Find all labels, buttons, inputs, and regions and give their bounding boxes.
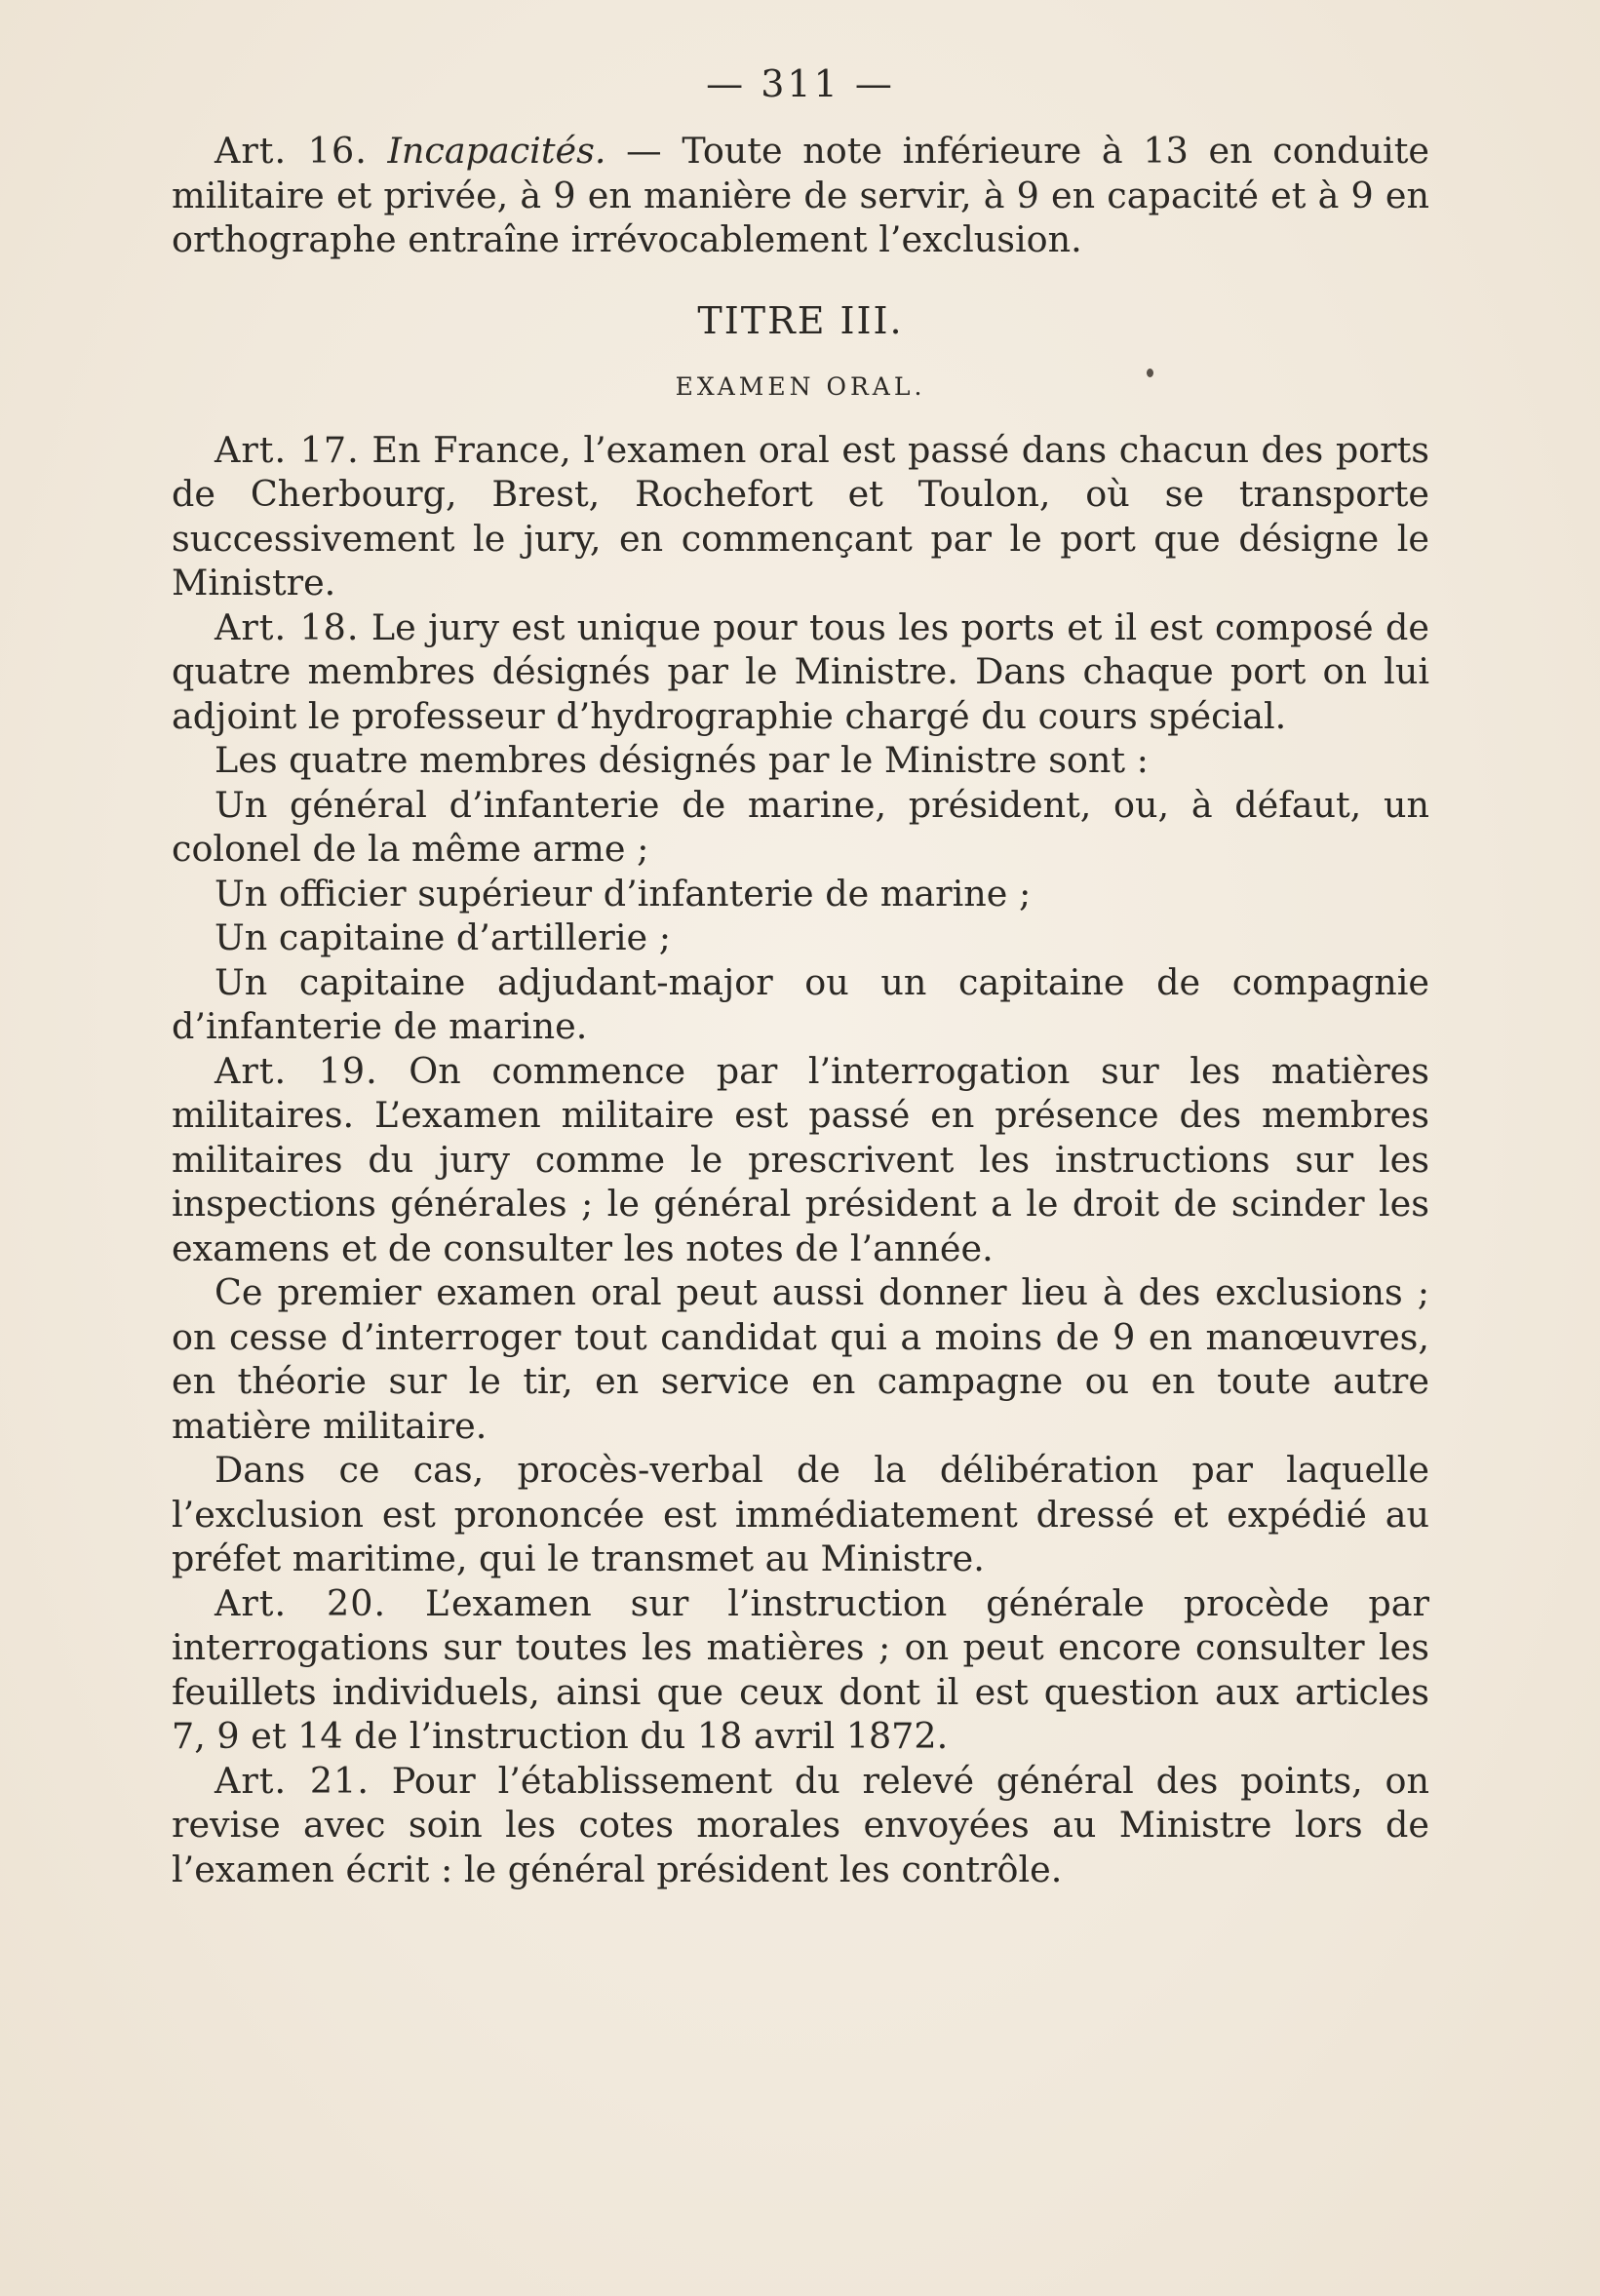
member-item: Un capitaine adjudant-major ou un capitaine de compagnie d’infanterie de marine. bbox=[172, 960, 1429, 1047]
article-text: Le jury est unique pour tous les ports et il est composé de quatre membres désignés par le Ministre. Dans chaque port on lui adjoint le professeur d’hydrographie chargé du cours spécial. bbox=[172, 605, 1430, 737]
article-text: — Toute note inférieure à 13 en conduite militaire et privée, à 9 en manière de servir, à 9 en capacité et à 9 en orthographe entraîne irrévocablement l’exclusion. bbox=[172, 130, 1429, 260]
article-16 bbox=[172, 129, 1429, 262]
article-number: Art. 20. bbox=[215, 1581, 387, 1624]
article-20 bbox=[172, 1581, 1429, 1759]
article-19 bbox=[172, 1049, 1429, 1271]
article-number: Art. 19. bbox=[215, 1049, 378, 1092]
article-number: Art. 17. bbox=[215, 428, 360, 471]
article-number: Art. 18. bbox=[215, 605, 360, 648]
paragraph-exclusions: Ce premier examen oral peut aussi donner lieu à des exclusions ; on cesse d’interroger tout candidat qui a moins de 9 en manœuvres, en théorie sur le tir, en service en campagne ou en toute autre matière militaire. bbox=[172, 1271, 1429, 1447]
member-item: Un officier supérieur d’infanterie de marine ; bbox=[215, 872, 1032, 915]
members-intro: Les quatre membres désignés par le Ministre sont : bbox=[215, 739, 1149, 781]
article-text: En France, l’examen oral est passé dans chacun des ports de Cherbourg, Brest, Rochefort et Toulon, où se transporte successivement le jury, en commençant par le port que désigne le Ministre. bbox=[172, 428, 1429, 603]
article-heading: Incapacités. bbox=[387, 130, 606, 172]
article-number: Art. 21. bbox=[215, 1759, 370, 1802]
article-text: On commence par l’interrogation sur les matières militaires. L’examen militaire est passé en présence des membres militaires du jury comme le prescrivent les instructions sur les inspections générales ; le général président a le droit de scinder les examens et de consulter les notes de l’année. bbox=[172, 1049, 1429, 1269]
page-text bbox=[172, 60, 1429, 1891]
article-18 bbox=[172, 605, 1429, 739]
title-heading: TITRE III. bbox=[697, 298, 904, 342]
article-text: L’examen sur l’instruction générale procède par interrogations sur toutes les matières ; on peut encore consulter les feuillets individuels, ainsi que ceux dont il est question aux articles 7, 9 et 14 de l’instruction du 18 avril 1872. bbox=[172, 1581, 1429, 1757]
page-number: — 311 — bbox=[706, 62, 895, 105]
article-number: Art. 16. bbox=[215, 130, 368, 172]
paragraph-proces-verbal: Dans ce cas, procès-verbal de la délibération par laquelle l’exclusion est prononcée est immédiatement dressé et expédié au préfet maritime, qui le transmet au Ministre. bbox=[172, 1449, 1429, 1579]
article-text: Pour l’établissement du relevé général des points, on revise avec soin les cotes morales envoyées au Ministre lors de l’examen écrit : le général président les contrôle. bbox=[172, 1759, 1429, 1890]
section-heading: EXAMEN ORAL. bbox=[675, 371, 926, 401]
member-item: Un général d’infanterie de marine, président, ou, à défaut, un colonel de la même arme ; bbox=[172, 783, 1429, 870]
article-17 bbox=[172, 428, 1429, 605]
member-item: Un capitaine d’artillerie ; bbox=[215, 916, 672, 958]
article-21 bbox=[172, 1759, 1429, 1892]
ink-speck bbox=[1147, 369, 1153, 377]
